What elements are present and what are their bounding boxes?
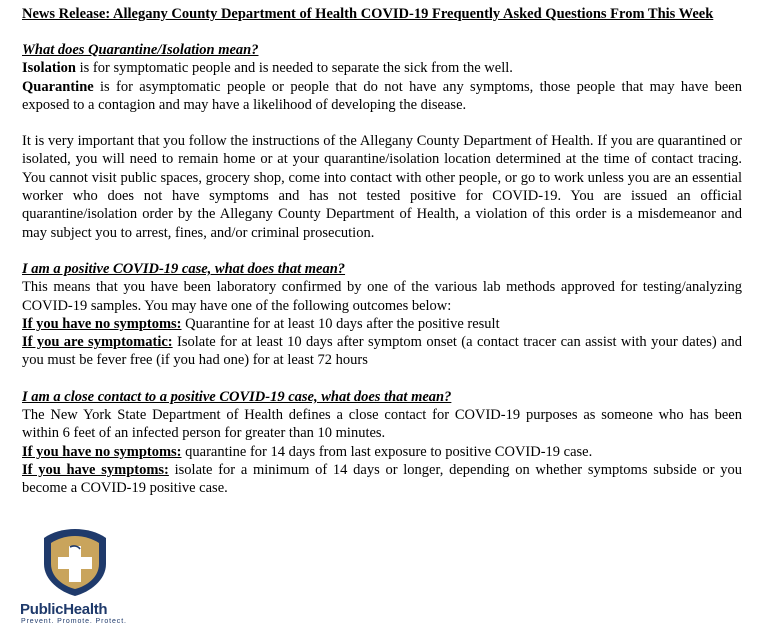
heading-text: I am a close contact to a positive COVID-19 case, what does that mean? <box>22 388 452 405</box>
no-symptoms-label: If you have no symptoms: <box>22 443 182 460</box>
symptoms-label: If you have symptoms: <box>22 461 169 478</box>
logo-name: PublicHealth <box>20 601 108 618</box>
no-symptoms-text: Quarantine for at least 10 days after the positive result <box>181 315 500 332</box>
isolation-term: Isolation <box>22 60 76 77</box>
symptomatic-label: If you are symptomatic: <box>22 334 173 351</box>
no-symptoms-label: If you have no symptoms: <box>22 315 182 332</box>
logo-tagline: Prevent. Promote. Protect. <box>21 618 127 625</box>
isolation-text: is for symptomatic people and is needed to separate the sick from the well. <box>76 60 513 77</box>
close-contact-no-symptoms <box>22 443 742 461</box>
quarantine-text: is for asymptomatic people or people that do not have any symptoms, those people that may have been exposed to a contagion and may have a likelihood of developing the disease. <box>22 78 742 113</box>
heading-text: I am a positive COVID-19 case, what does that mean? <box>22 260 346 277</box>
quarantine-definition <box>22 78 742 115</box>
quarantine-term: Quarantine <box>22 78 94 95</box>
positive-case-intro: This means that you have been laboratory confirmed by one of the various lab methods approved for testing/analyzing COVID-19 samples. You may have one of the following outcomes below: <box>22 279 742 314</box>
symptoms-text: isolate for a minimum of 14 days or longer, depending on whether symptoms subside or you become a COVID-19 positive case. <box>22 461 742 497</box>
no-symptoms-text: quarantine for 14 days from last exposure to positive COVID-19 case. <box>181 443 593 460</box>
public-health-logo <box>20 526 140 630</box>
section-heading-quarantine-isolation <box>22 41 742 59</box>
isolation-definition <box>22 59 742 77</box>
positive-symptomatic <box>22 333 742 370</box>
section-heading-positive-case <box>22 260 742 278</box>
close-contact-symptoms <box>22 461 742 498</box>
section-heading-close-contact <box>22 388 742 406</box>
symptomatic-text: Isolate for at least 10 days after symptom onset (a contact tracer can assist with your dates) and you must be fever free (if you had one) for at least 72 hours <box>22 334 742 369</box>
close-contact-intro: The New York State Department of Health defines a close contact for COVID-19 purposes as someone who has been within 6 feet of an infected person for greater than 10 minutes. <box>22 407 742 442</box>
page-title: News Release: Allegany County Department of Health COVID-19 Frequently Asked Questions From This Week <box>22 6 714 22</box>
document-body <box>22 6 742 498</box>
positive-no-symptoms <box>22 315 742 333</box>
heading-text: What does Quarantine/Isolation mean? <box>22 42 259 58</box>
public-health-shield-cross-icon <box>40 526 110 598</box>
instructions-paragraph: It is very important that you follow the instructions of the Allegany County Department of Health. If you are quarantined or isolated, you will need to remain home or at your quarantine/isolation location determined at the time of contact tracing. You cannot visit public spaces, grocery shop, come into contact with other people, or go to work unless you are an essential worker who does not have symptoms and has not tested positive for COVID-19. You are issued an official quarantine/isolation order by the Allegany County Department of Health, a violation of this order is a misdemeanor and may subject you to arrest, fines, and/or criminal prosecution. <box>22 133 742 241</box>
